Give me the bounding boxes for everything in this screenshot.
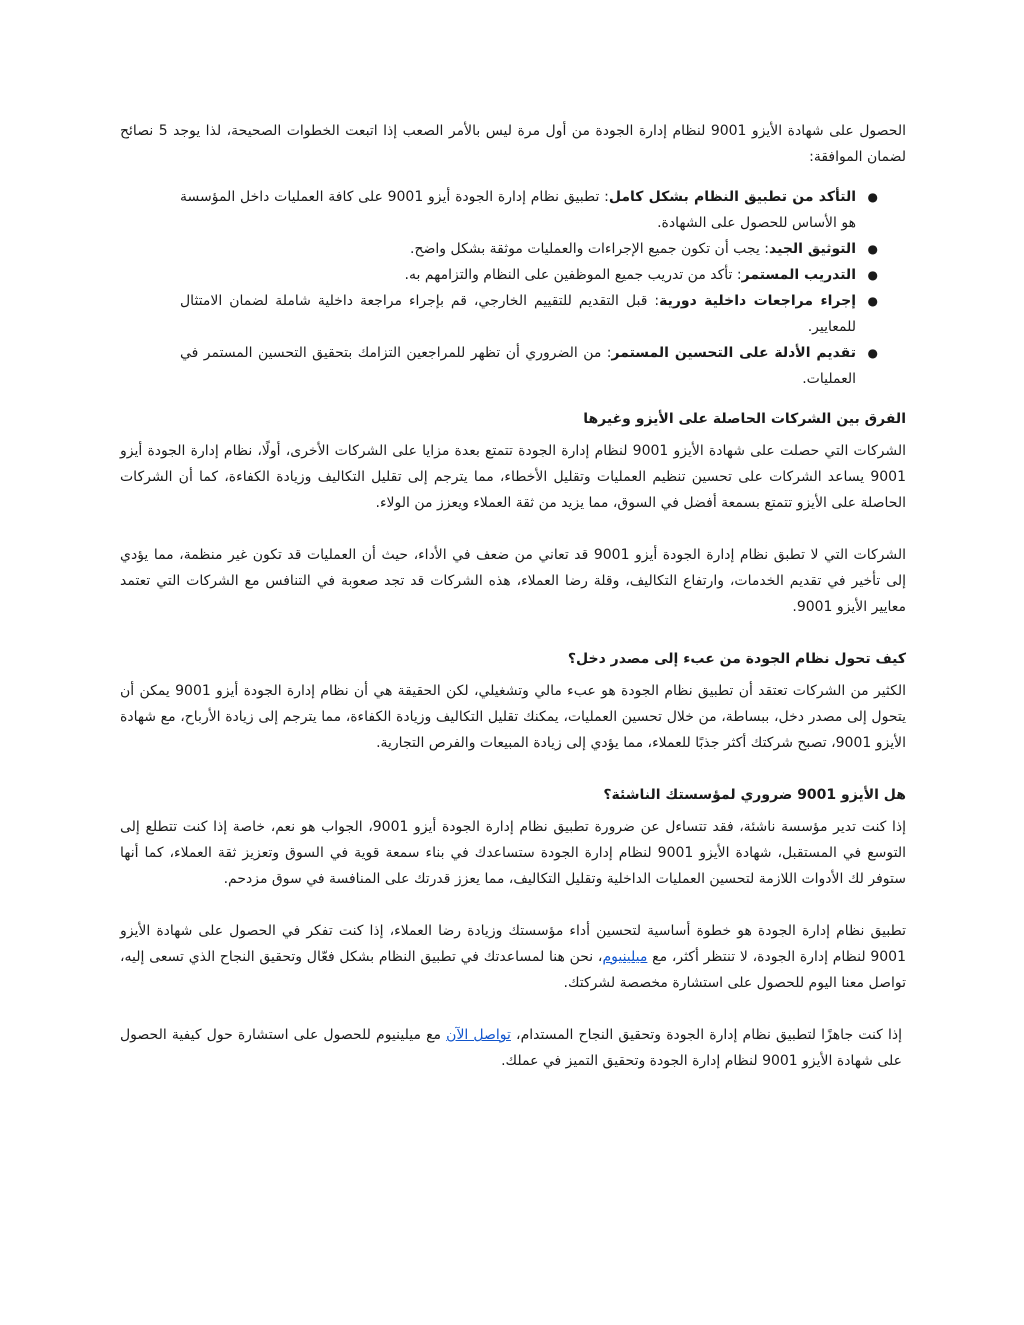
- tip-text: : يجب أن تكون جميع الإجراءات والعمليات موثقة بشكل واضح.: [410, 241, 770, 257]
- paragraph-startup: إذا كنت تدير مؤسسة ناشئة، فقد تتساءل عن ضرورة تطبيق نظام إدارة الجودة أيزو 9001، الجواب هو نعم، خاصة إذا كنت تتطلع إلى التوسع في المستقبل، شهادة الأيزو 9001 لنظام إدارة الجودة ستساعدك في بناء سمعة قوية في السوق وتعزيز ثقة العملاء، كما أنها ستوفر لك الأدوات اللازمة لتحسين العمليات الداخلية وتقليل التكاليف، مما يعزز قدرتك على المنافسة في سوق مزدحم.: [120, 819, 906, 887]
- bullet-icon: ●: [867, 346, 878, 360]
- intro-paragraph: الحصول على شهادة الأيزو 9001 لنظام إدارة الجودة من أول مرة ليس بالأمر الصعب إذا اتبعت الخطوات الصحيحة، لذا يوجد 5 نصائح لضمان الموافقة:: [120, 123, 906, 165]
- tip-label: التدريب المستمر: [741, 267, 856, 283]
- tip-label: التوثيق الجيد: [769, 241, 856, 257]
- section-heading-startup: هل الأيزو 9001 ضروري لمؤسستك الناشئة؟: [603, 787, 906, 803]
- tip-text: : تأكد من تدريب جميع الموظفين على النظام والتزامهم به.: [404, 267, 742, 283]
- tips-list: [120, 184, 906, 392]
- tip-label: إجراء مراجعات داخلية دورية: [659, 293, 857, 309]
- bullet-icon: ●: [867, 242, 878, 256]
- section-heading-difference: الفرق بين الشركات الحاصلة على الأيزو وغيرها: [583, 411, 906, 427]
- tip-text: : من الضروري أن تظهر للمراجعين التزامك بتحقيق التحسين المستمر في العمليات.: [180, 345, 856, 387]
- contact-now-link[interactable]: تواصل الآن: [446, 1027, 511, 1043]
- paragraph-millennium: [120, 918, 906, 996]
- text-span: ، نحن هنا لمساعدتك في تطبيق النظام بشكل فعّال وتحقيق النجاح الذي تسعى إليه، تواصل معنا اليوم للحصول على استشارة مخصصة لشركتك.: [120, 949, 906, 991]
- paragraph-certified-companies: الشركات التي حصلت على شهادة الأيزو 9001 لنظام إدارة الجودة تتمتع بعدة مزايا على الشركات الأخرى، أولًا، نظام إدارة الجودة أيزو 9001 يساعد الشركات على تحسين تنظيم العمليات وتقليل الأخطاء، مما يترجم إلى تقليل التكاليف وزيادة الكفاءة، كما أن الشركات الحاصلة على الأيزو تتمتع بسمعة أفضل في السوق، مما يزيد من ثقة العملاء ويعزز من الولاء.: [120, 443, 906, 511]
- list-item: [180, 340, 878, 392]
- millennium-link[interactable]: ميلينيوم: [602, 949, 648, 965]
- bullet-icon: ●: [867, 190, 878, 204]
- text-span: تطبيق نظام إدارة الجودة هو خطوة أساسية لتحسين أداء مؤسستك وزيادة رضا العملاء، إذا كنت تفكر في الحصول على شهادة الأيزو 9001 لنظام إدارة الجودة، لا تنتظر أكثر، مع: [120, 923, 906, 965]
- list-item: [180, 262, 878, 288]
- paragraph-contact: [120, 1022, 906, 1074]
- list-item: [180, 184, 878, 236]
- list-item: [180, 236, 878, 262]
- tip-text: : قبل التقديم للتقييم الخارجي، قم بإجراء مراجعة داخلية شاملة لضمان الامتثال للمعايير.: [180, 293, 856, 335]
- section-heading-income: كيف تحول نظام الجودة من عبء إلى مصدر دخل؟: [567, 651, 906, 667]
- list-item: [180, 288, 878, 340]
- bullet-icon: ●: [867, 294, 878, 308]
- bullet-icon: ●: [867, 268, 878, 282]
- paragraph-income: الكثير من الشركات تعتقد أن تطبيق نظام الجودة هو عبء مالي وتشغيلي، لكن الحقيقة هي أن نظام إدارة الجودة أيزو 9001 يمكن أن يتحول إلى مصدر دخل، ببساطة، من خلال تحسين العمليات، يمكنك تقليل التكاليف وزيادة الكفاءة، مما يترجم إلى زيادة الأرباح، مع شهادة الأيزو 9001، تصبح شركتك أكثر جذبًا للعملاء، مما يؤدي إلى زيادة المبيعات والفرص التجارية.: [120, 683, 907, 751]
- tip-label: التأكد من تطبيق النظام بشكل كامل: [608, 189, 857, 205]
- text-span: مع ميلينيوم للحصول على استشارة حول كيفية الحصول على شهادة الأيزو 9001 لنظام إدارة الجودة وتحقيق التميز في عملك.: [120, 1027, 902, 1069]
- text-span: إذا كنت جاهزًا لتطبيق نظام إدارة الجودة وتحقيق النجاح المستدام،: [510, 1027, 902, 1043]
- paragraph-uncertified-companies: الشركات التي لا تطبق نظام إدارة الجودة أيزو 9001 قد تعاني من ضعف في الأداء، حيث أن العمليات قد تكون غير منظمة، مما يؤدي إلى تأخير في تقديم الخدمات، وارتفاع التكاليف، وقلة رضا العملاء، هذه الشركات قد تجد صعوبة في التنافس مع الشركات التي تعتمد معايير الأيزو 9001.: [120, 547, 906, 615]
- tip-label: تقديم الأدلة على التحسين المستمر: [611, 345, 856, 361]
- tip-text: : تطبيق نظام إدارة الجودة أيزو 9001 على كافة العمليات داخل المؤسسة هو الأساس للحصول على الشهادة.: [180, 189, 856, 231]
